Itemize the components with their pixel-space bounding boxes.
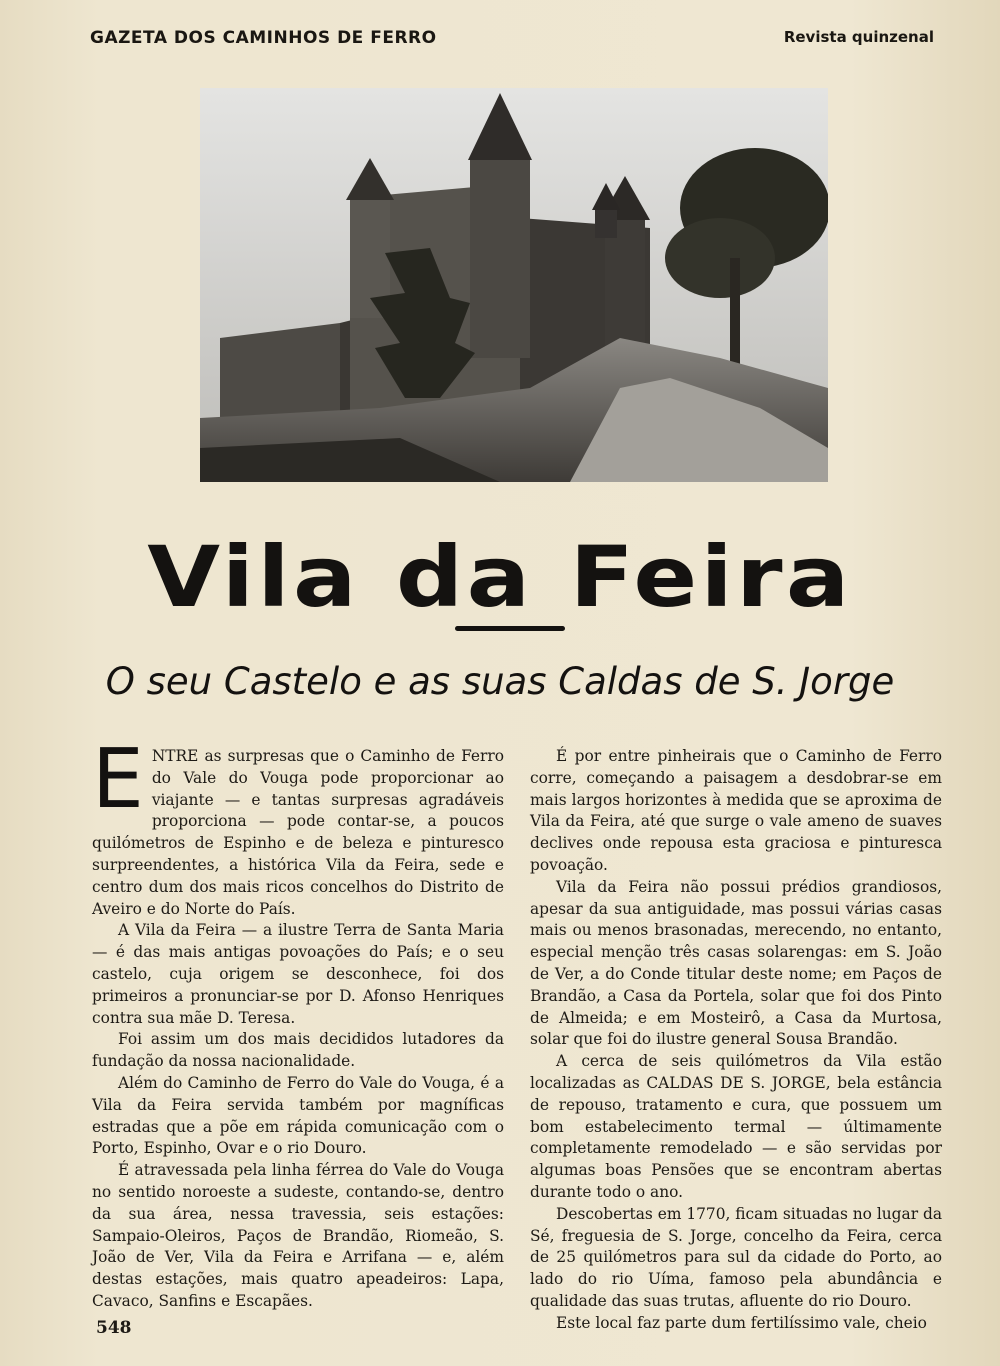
dropcap: E (92, 732, 144, 827)
left-column (92, 732, 504, 1313)
paragraph: ENTRE as surpresas que o Caminho de Ferro do Vale do Vouga pode proporcionar ao viajante — e tantas surpresas agradáveis proporciona — pode contar-se, a poucos quilómetros de Espinho e de beleza e pinturesco surpreendentes, a histórica Vila da Feira, sede e centro dum dos mais ricos concelhos do Distrito de Aveiro e do Norte do País. (92, 732, 504, 918)
right-column (530, 746, 942, 1335)
paragraph: É atravessada pela linha férrea do Vale do Vouga no sentido noroeste a sudeste, contando-se, dentro da sua área, nessa travessia, seis estações: Sampaio-Oleiros, Paços de Brandão, Riomeão, S. João de Ver, Vila da Feira e Arrifana — e, além destas estações, mais quatro apeadeiros: Lapa, Cavaco, Sanfins e Escapães. (92, 1161, 504, 1310)
page-number: 548 (96, 1318, 132, 1338)
paragraph: É por entre pinheirais que o Caminho de Ferro corre, começando a paisagem a desdobrar-se em mais largos horizontes à medida que se aproxima de Vila da Feira, até que surge o vale ameno de suaves declives onde repousa esta graciosa e pinturesca povoação. (530, 747, 942, 874)
paragraph: A Vila da Feira — a ilustre Terra de Santa Maria — é das mais antigas povoações do País; e o seu castelo, cuja origem se desconhece, foi dos primeiros a pronunciar-se por D. Afonso Henriques contra sua mãe D. Teresa. (92, 921, 504, 1027)
publication-name: GAZETA DOS CAMINHOS DE FERRO (90, 28, 437, 48)
publication-frequency: Revista quinzenal (783, 28, 934, 46)
paragraph: Descobertas em 1770, ficam situadas no lugar da Sé, freguesia de S. Jorge, concelho da Feira, cerca de 25 quilómetros para sul da cidade do Porto, ao lado do rio Uíma, famoso pela abundância e qualidade das suas trutas, afluente do rio Douro. (530, 1204, 942, 1310)
paragraph: Vila da Feira não possui prédios grandiosos, apesar da sua antiguidade, mas possui várias casas mais ou menos brasonadas, merecendo, no entanto, especial menção três casas solarengas: em S. João de Ver, a do Conde titular deste nome; em Paços de Brandão, a Casa da Portela, solar que foi dos Pinto de Almeida; e em Mosteirô, a Casa da Murtosa, solar que foi do ilustre general Sousa Brandão. (530, 877, 942, 1049)
paragraph: Foi assim um dos mais decididos lutadores da fundação da nossa nacionalidade. (92, 1030, 504, 1071)
paragraph: Este local faz parte dum fertilíssimo vale, cheio (556, 1313, 927, 1332)
title-divider (455, 626, 565, 631)
paragraph: A cerca de seis quilómetros da Vila estão localizadas as CALDAS DE S. JORGE, bela estância de repouso, tratamento e cura, que possuem um bom estabelecimento termal — últimamente completamente remodelado — e são servidas por algumas boas Pensões que se encontram abertas durante todo o ano. (530, 1052, 942, 1201)
castle-photo (200, 88, 828, 482)
article-title: Vila da Feira (147, 528, 853, 626)
article-subtitle: O seu Castelo e as suas Caldas de S. Jorge (105, 660, 895, 703)
castle-photo-icon (200, 88, 828, 482)
paragraph: Além do Caminho de Ferro do Vale do Vouga, é a Vila da Feira servida também por magníficas estradas que a põe em rápida comunicação com o Porto, Espinho, Ovar e o rio Douro. (92, 1073, 504, 1158)
